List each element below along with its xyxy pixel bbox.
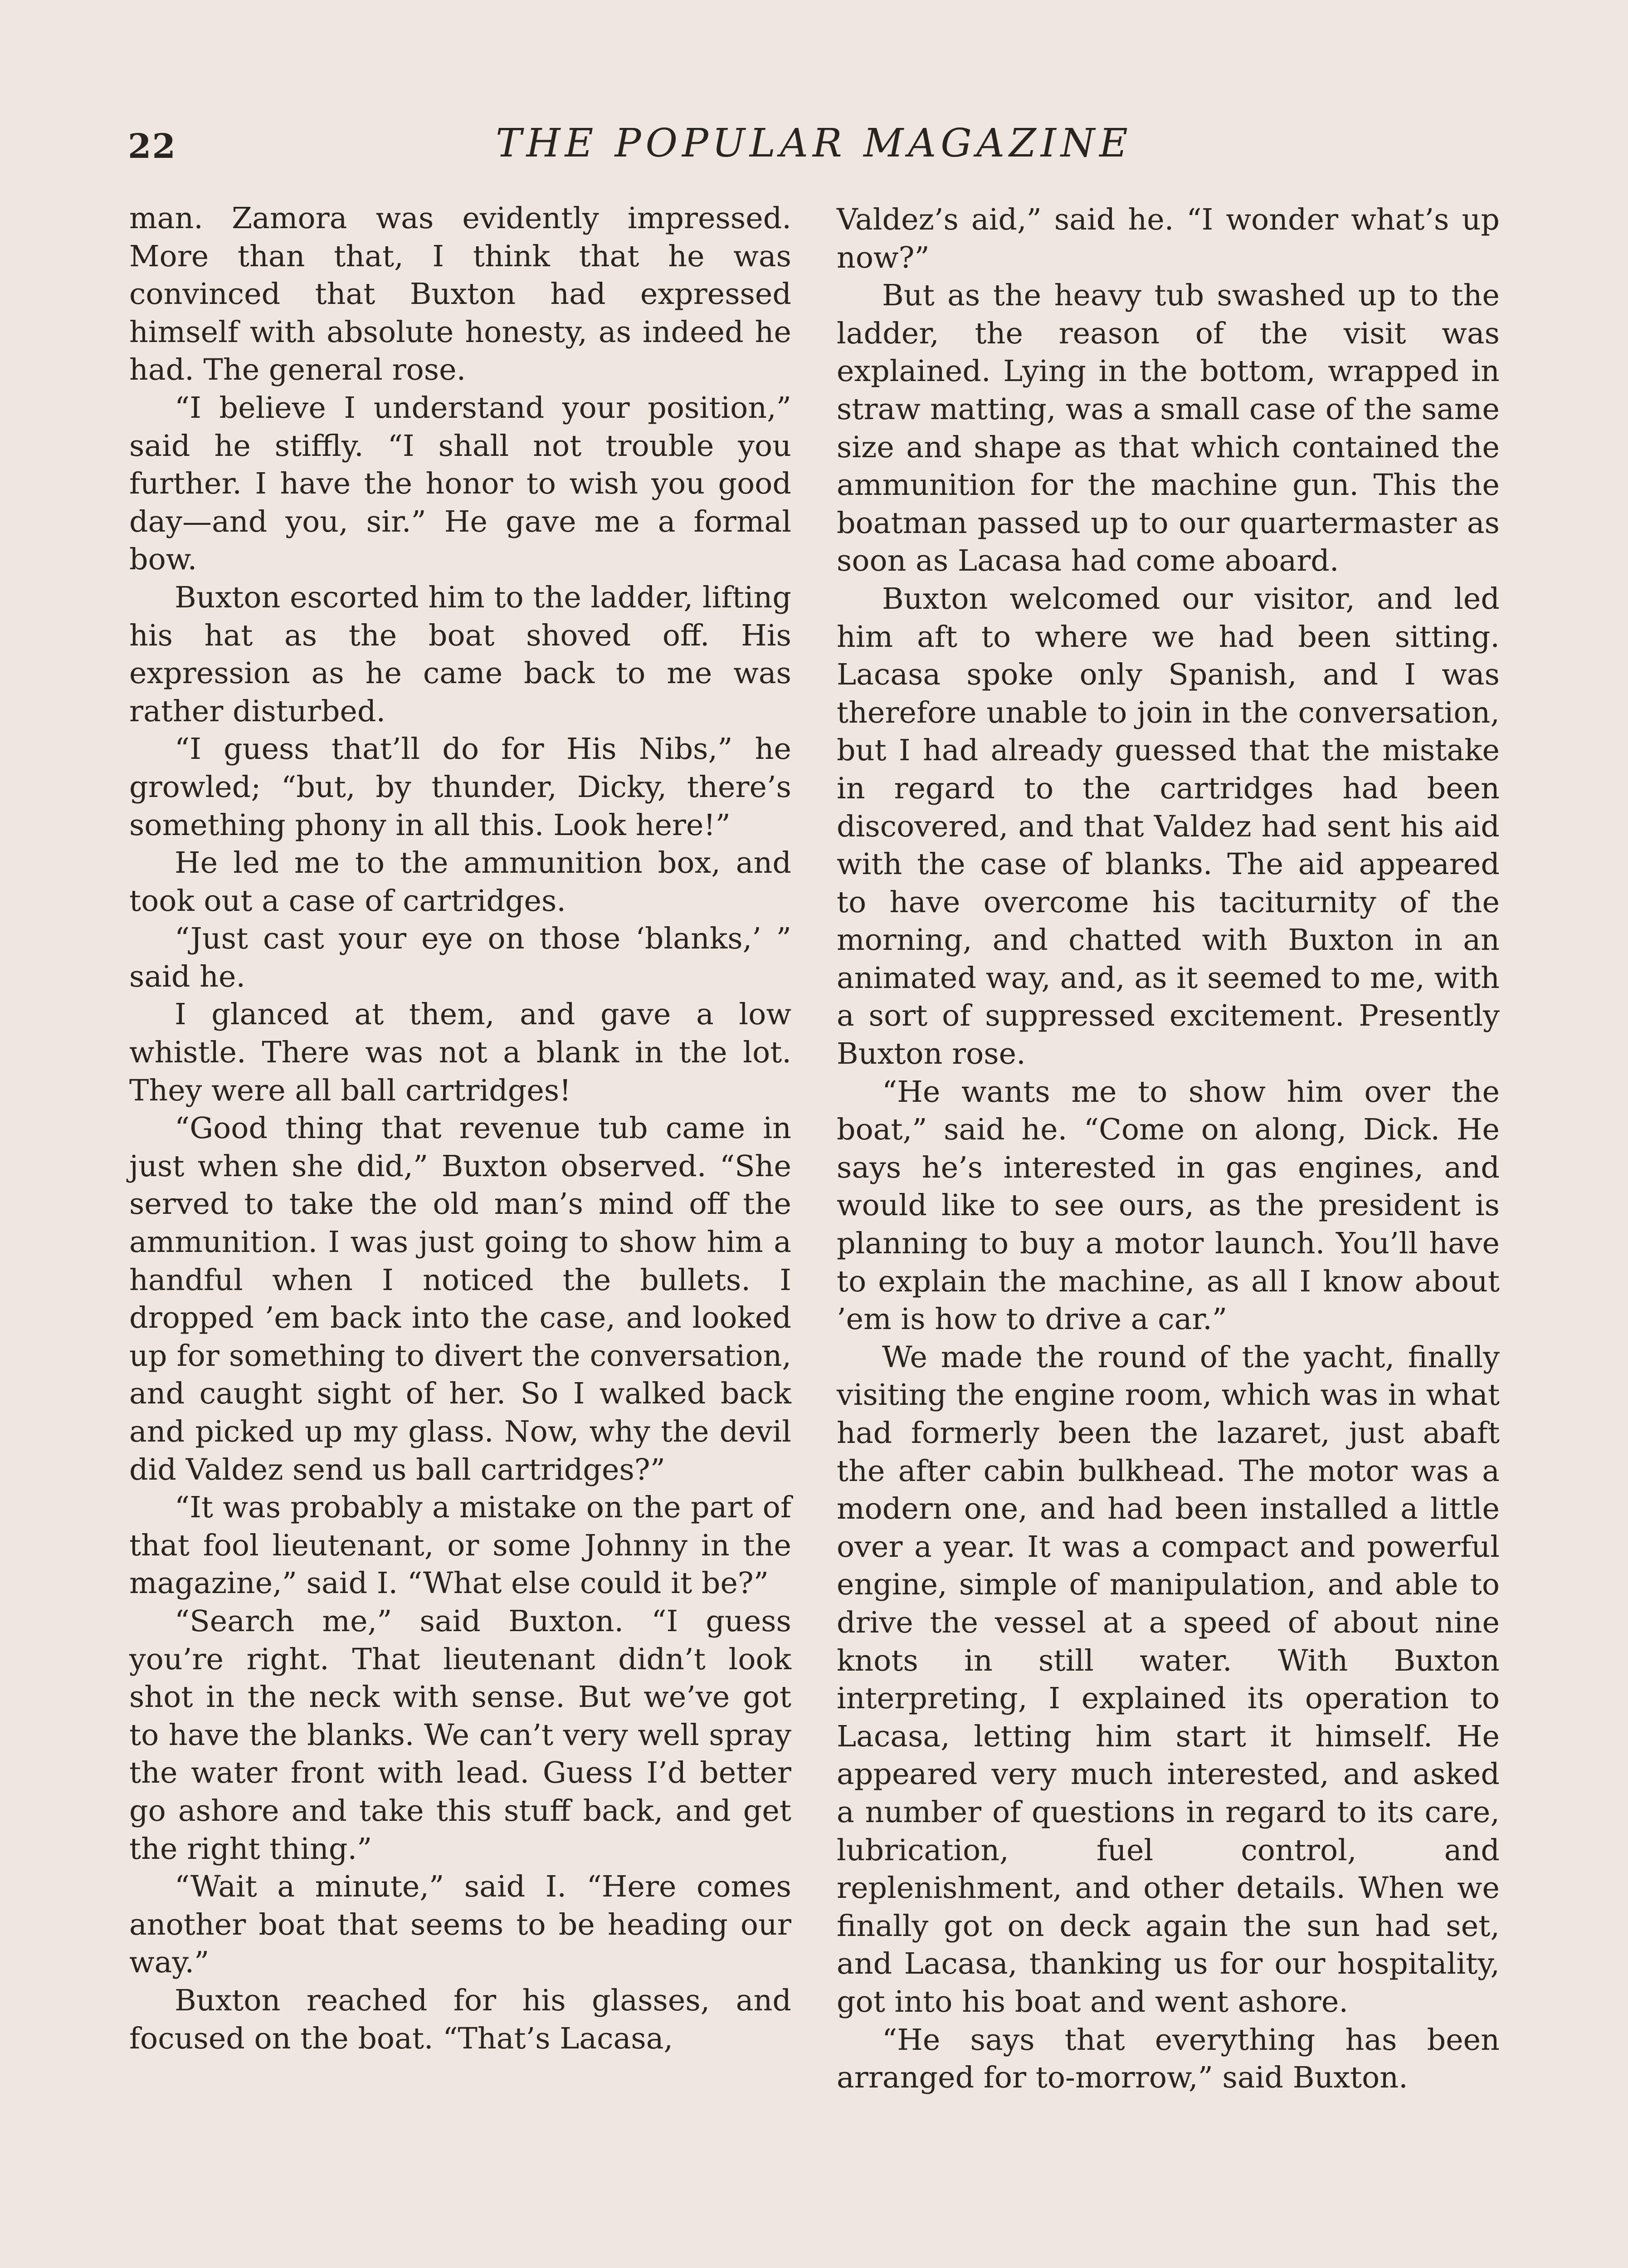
- paragraph: “Just cast your eye on those ‘blanks,’ ” said he.: [129, 922, 791, 994]
- paragraph: He led me to the ammunition box, and took out a case of cartridges.: [129, 846, 791, 918]
- paragraph: “Good thing that revenue tub came in just when she did,” Buxton observed. “She served to take the old man’s mind off the ammunition. I was just going to show him a handful when I noticed the bullets. I dropped ’em back into the case, and looked up for something to divert the conversation, and caught sight of her. So I walked back and picked up my glass. Now, why the devil did Valdez send us ball cartridges?”: [129, 1111, 791, 1487]
- paragraph: I glanced at them, and gave a low whistle. There was not a blank in the lot. They were all ball cartridges!: [129, 997, 791, 1108]
- paragraph: “I guess that’ll do for His Nibs,” he growled; “but, by thunder, Dicky, there’s something phony in all this. Look here!”: [129, 732, 791, 842]
- paragraph: “Search me,” said Buxton. “I guess you’re right. That lieutenant didn’t look shot in the neck with sense. But we’ve got to have the blanks. We can’t very well spray the water front with lead. Guess I’d better go ashore and take this stuff back, and get the right thing.”: [129, 1604, 791, 1866]
- paragraph: “He wants me to show him over the boat,” said he. “Come on along, Dick. He says he’s interested in gas engines, and would like to see ours, as the president is planning to buy a motor launch. You’ll have to explain the machine, as all I know about ’em is how to drive a car.”: [837, 1075, 1500, 1337]
- paragraph: We made the round of the yacht, finally visiting the engine room, which was in what had formerly been the lazaret, just abaft the after cabin bulkhead. The motor was a modern one, and had been installed a little over a year. It was a compact and powerful engine, simple of manipulation, and able to drive the vessel at a speed of about nine knots in still water. With Buxton interpreting, I explained its operation to Lacasa, letting him start it himself. He appeared very much interested, and asked a number of questions in regard to its care, lubrication, fuel control, and replenishment, and other details. When we finally got on deck again the sun had set, and Lacasa, thanking us for our hospitality, got into his boat and went ashore.: [837, 1340, 1500, 2019]
- paragraph: “It was probably a mistake on the part of that fool lieutenant, or some Johnny in the magazine,” said I. “What else could it be?”: [129, 1491, 791, 1601]
- paragraph: But as the heavy tub swashed up to the ladder, the reason of the visit was explained. Lying in the bottom, wrapped in straw matting, was a small case of the same size and shape as that which contained the ammunition for the machine gun. This the boatman passed up to our quartermaster as soon as Lacasa had come aboard.: [837, 279, 1500, 578]
- left-column: [129, 200, 791, 2058]
- right-column: [837, 201, 1500, 2097]
- paragraph: Buxton welcomed our visitor, and led him aft to where we had been sitting. Lacasa spoke only Spanish, and I was therefore unable to join in the conversation, but I had already guessed that the mistake in regard to the cartridges had been discovered, and that Valdez had sent his aid with the case of blanks. The aid appeared to have overcome his taciturnity of the morning, and chatted with Buxton in an animated way, and, as it seemed to me, with a sort of suppressed excitement. Presently Buxton rose.: [837, 582, 1500, 1071]
- paragraph: “I believe I understand your position,” said he stiffly. “I shall not trouble you further. I have the honor to wish you good day—and you, sir.” He gave me a formal bow.: [129, 391, 791, 577]
- page-number: 22: [128, 127, 176, 166]
- paragraph: Buxton reached for his glasses, and focused on the boat. “That’s Lacasa,: [129, 1983, 791, 2056]
- paragraph: “He says that everything has been arranged for to-morrow,” said Buxton.: [837, 2023, 1500, 2095]
- running-head-title: THE POPULAR MAGAZINE: [496, 121, 1132, 166]
- paragraph: Buxton escorted him to the ladder, lifting his hat as the boat shoved off. His expression as he came back to me was rather disturbed.: [129, 580, 791, 728]
- paragraph: Valdez’s aid,” said he. “I wonder what’s up now?”: [837, 203, 1500, 275]
- paragraph: man. Zamora was evidently impressed. More than that, I think that he was convinced that Buxton had expressed himself with absolute honesty, as indeed he had. The general rose.: [129, 201, 791, 387]
- paragraph: “Wait a minute,” said I. “Here comes another boat that seems to be heading our way.”: [129, 1870, 791, 1980]
